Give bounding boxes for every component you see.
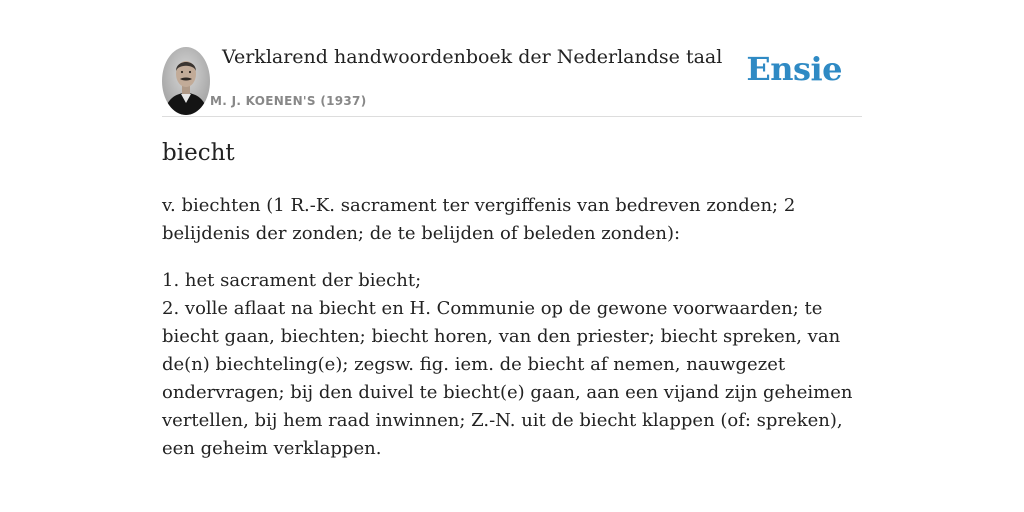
sense-list — [162, 267, 862, 463]
definition-intro: v. biechten (1 R.-K. sacrament ter vergiffenis van bedreven zonden; 2 belijdenis der zonden; de te belijden of beleden zonden): — [162, 195, 796, 244]
sense-item: 1. het sacrament der biecht; — [162, 270, 422, 291]
dictionary-author: M. J. KOENEN'S (1937) — [210, 94, 367, 108]
dictionary-title[interactable]: Verklarend handwoordenboek der Nederlandse taal — [222, 46, 723, 68]
sense-item: 2. volle aflaat na biecht en H. Communie op de gewone voorwaarden; te biecht gaan, biechten; biecht horen, van den priester; biecht spreken, van de(n) biechteling(e); zegsw. fig. iem. de biecht af nemen, nauwgezet ondervragen; bij den duivel te biecht(e) gaan, aan een vijand zijn geheimen vertellen, bij hem raad inwinnen; Z.-N. uit de biecht klappen (of: spreken), een geheim verklappen. — [162, 298, 853, 459]
author-portrait-icon — [162, 47, 210, 115]
dictionary-header — [162, 44, 862, 117]
ensie-logo-link[interactable]: Ensie — [746, 50, 842, 88]
entry-headword: biecht — [162, 140, 235, 166]
entry-definition — [162, 192, 862, 463]
